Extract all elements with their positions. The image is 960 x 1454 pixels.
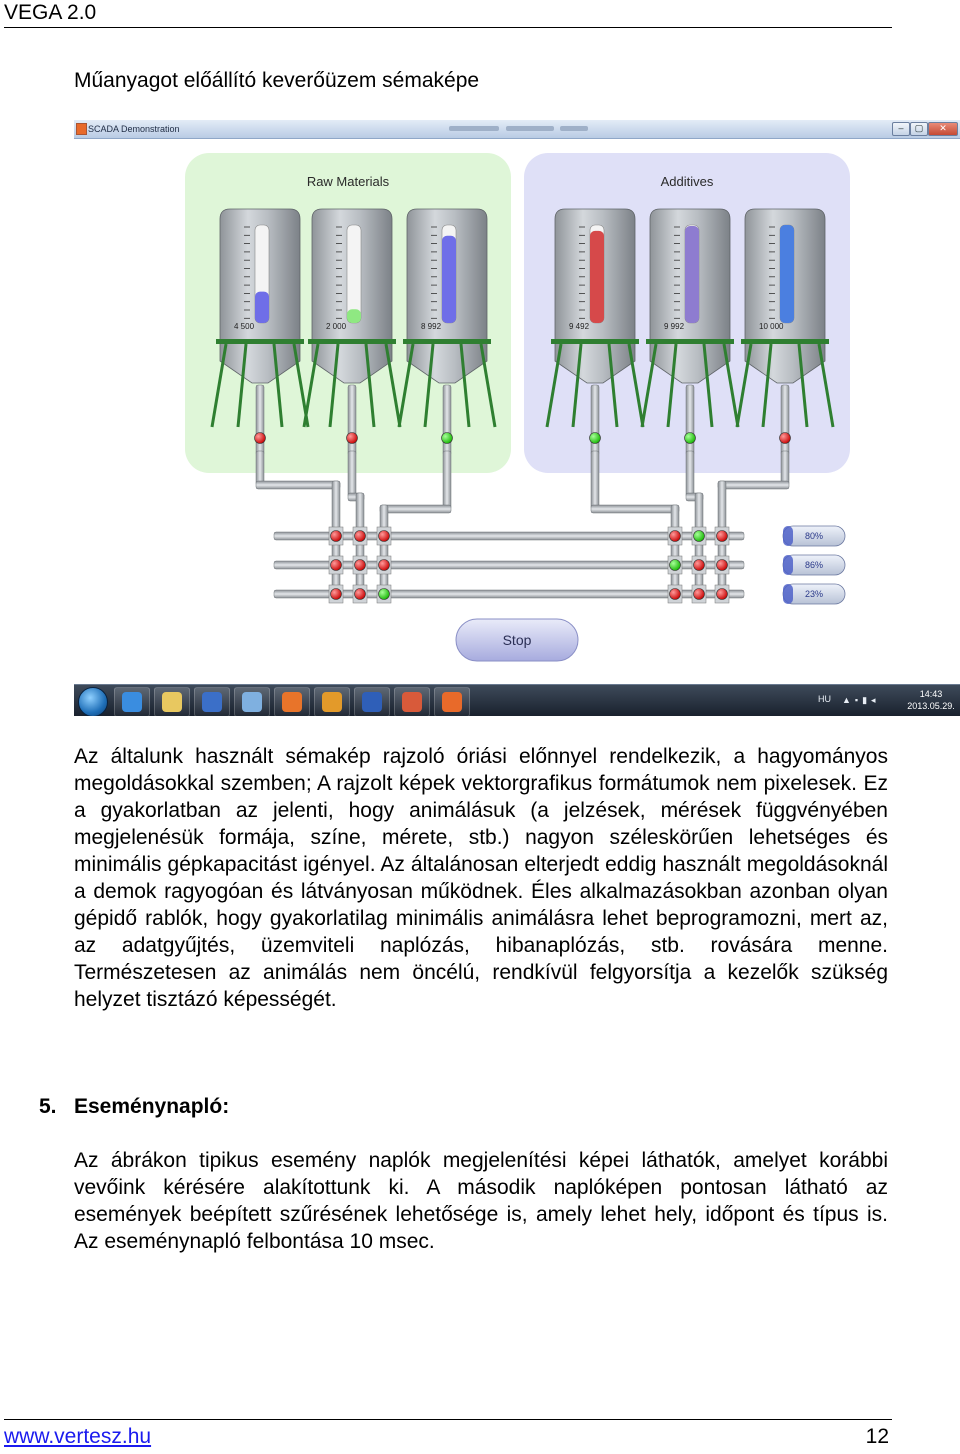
mix-percentage-cap — [783, 555, 793, 575]
level-fill — [347, 309, 361, 323]
silo-ring — [741, 339, 829, 344]
valve-light — [331, 531, 342, 542]
page-number: 12 — [865, 1425, 889, 1448]
silo-ring — [308, 339, 396, 344]
page-header — [4, 0, 892, 28]
silo-status-light — [347, 433, 358, 444]
valve-light — [670, 589, 681, 600]
silo-status-light — [590, 433, 601, 444]
valve-light — [717, 560, 728, 571]
maximize-button[interactable]: ▢ — [910, 122, 928, 136]
blurred-text — [449, 126, 499, 131]
valve-light — [694, 589, 705, 600]
level-fill — [685, 226, 699, 323]
valve-light — [717, 589, 728, 600]
paint-icon — [242, 692, 262, 712]
clock-date: 2013.05.29. — [907, 701, 955, 711]
scada-diagram — [74, 139, 960, 684]
pipe — [380, 505, 451, 513]
silo-value: 9 992 — [664, 322, 685, 331]
start-button[interactable] — [78, 687, 108, 716]
silo-value: 2 000 — [326, 322, 347, 331]
pipe — [348, 385, 356, 455]
valve-light — [355, 589, 366, 600]
valve-light — [355, 531, 366, 542]
mix-percentage-label: 23% — [804, 589, 824, 599]
silo-status-light — [442, 433, 453, 444]
level-fill — [780, 225, 794, 323]
pipe — [781, 385, 789, 455]
clock-time: 14:43 — [919, 689, 943, 699]
pipe — [781, 451, 789, 485]
silo-ring — [646, 339, 734, 344]
pipe — [256, 451, 264, 485]
group-label: Additives — [660, 174, 714, 189]
app-icon — [76, 123, 87, 135]
valve-light — [331, 560, 342, 571]
valve-light — [670, 560, 681, 571]
header-title: VEGA 2.0 — [4, 1, 97, 24]
close-button[interactable]: ✕ — [928, 122, 958, 136]
section-heading — [39, 1093, 229, 1121]
blurred-text — [560, 126, 588, 131]
ie-icon — [122, 692, 142, 712]
taskbar-button[interactable] — [434, 687, 470, 716]
pipe — [348, 451, 356, 497]
valve-light — [379, 560, 390, 571]
silo-value: 8 992 — [421, 322, 442, 331]
mix-percentage-label: 86% — [804, 560, 824, 570]
taskbar-button[interactable] — [194, 687, 230, 716]
silo-status-light — [685, 433, 696, 444]
level-fill — [255, 292, 269, 323]
section-number: 5. — [39, 1095, 57, 1118]
valve-light — [717, 531, 728, 542]
silo-value: 9 492 — [569, 322, 590, 331]
valve-light — [331, 589, 342, 600]
level-fill — [590, 231, 604, 323]
taskbar-button[interactable] — [114, 687, 150, 716]
stop-button-label: Stop — [502, 632, 532, 648]
silo-status-light — [780, 433, 791, 444]
valve-light — [694, 531, 705, 542]
pipe — [356, 493, 364, 600]
minimize-button[interactable]: ‒ — [892, 122, 910, 136]
pipe — [256, 481, 340, 489]
taskbar — [74, 684, 960, 716]
silo-ring — [551, 339, 639, 344]
pipe — [591, 385, 599, 455]
website-link[interactable]: www.vertesz.hu — [4, 1425, 152, 1448]
valve-light — [379, 531, 390, 542]
taskbar-button[interactable] — [234, 687, 270, 716]
scada-app-icon — [442, 692, 462, 712]
explorer-icon — [162, 692, 182, 712]
scada-screenshot — [74, 120, 960, 716]
mix-percentage-label: 80% — [804, 531, 824, 541]
blurred-text — [506, 126, 554, 131]
word-icon — [362, 692, 382, 712]
pipe — [686, 385, 694, 455]
silo-status-light — [255, 433, 266, 444]
pipe — [686, 451, 694, 497]
level-fill — [442, 236, 456, 323]
window-title: SCADA Demonstration — [88, 124, 180, 134]
pipe — [443, 385, 451, 455]
level-tube — [347, 225, 361, 323]
valve-light — [379, 589, 390, 600]
pipe — [443, 451, 451, 509]
valve-light — [670, 531, 681, 542]
group-label: Raw Materials — [306, 174, 390, 189]
silo-ring — [403, 339, 491, 344]
silo-value: 10 000 — [759, 322, 784, 331]
figure-title: Műanyagot előállító keverőüzem sémaképe — [74, 69, 480, 92]
window-titlebar — [74, 120, 960, 139]
taskbar-button[interactable] — [354, 687, 390, 716]
taskbar-button[interactable] — [274, 687, 310, 716]
valve-light — [355, 560, 366, 571]
page-footer — [4, 1419, 892, 1452]
pipe — [591, 451, 599, 509]
pipe — [718, 481, 789, 489]
pipe — [591, 505, 679, 513]
media-player-icon — [202, 692, 222, 712]
taskbar-button[interactable] — [394, 687, 430, 716]
app-icon — [402, 692, 422, 712]
event-log-paragraph: Az ábrákon tipikus esemény naplók megjelenítési képei láthatók, amelyet korábbi vevőink kérésére alakítottunk ki. A második naplóképen pontosan látható az események beépített szűrésének lehetősége is, amely lehet hely, időpont és típus is. Az eseménynapló felbontása 10 msec. — [74, 1149, 888, 1253]
description-paragraph: Az általunk használt sémakép rajzoló óriási előnnyel rendelkezik, a hagyományos megoldásokkal szemben; A rajzolt képek vektorgrafikus formátumok nem pixelesek. Ez a gyakorlatban az jelenti, hogy animálásuk (a jelzések, mérések függvényében megjelenésük formája, színe, mérete, stb.) nagyon széleskörűen lehetséges és minimális gépkapacitást igényel. Az általánosan elterjedt eddig használt megoldásoknál a demok ragyogóan és látványosan működnek. Éles alkalmazásokban azonban olyan gépidő rablók, hogy gyakorlatilag minimális animálásra lehet beprogramozni, mert az, az adatgyűjtés, üzemviteli naplózás, hibanaplózás, stb. rovására menne. Természetesen az animálás nem öncélú, rendkívül felgyorsítja a kezelők szükség helyzet tisztázó képességét. — [74, 745, 888, 1011]
language-indicator[interactable]: HU — [818, 694, 831, 704]
taskbar-button[interactable] — [154, 687, 190, 716]
mix-percentage-cap — [783, 526, 793, 546]
section-heading-title: Eseménynapló: — [74, 1095, 230, 1118]
valve-light — [694, 560, 705, 571]
mix-percentage-cap — [783, 584, 793, 604]
firefox-icon — [282, 692, 302, 712]
tray-clock[interactable] — [904, 688, 958, 712]
outlook-icon — [322, 692, 342, 712]
pipe — [256, 385, 264, 455]
tray-icons[interactable]: ▲▪▮◂ — [842, 695, 880, 705]
silo-ring — [216, 339, 304, 344]
taskbar-button[interactable] — [314, 687, 350, 716]
silo-value: 4 500 — [234, 322, 255, 331]
pipe — [695, 493, 703, 600]
